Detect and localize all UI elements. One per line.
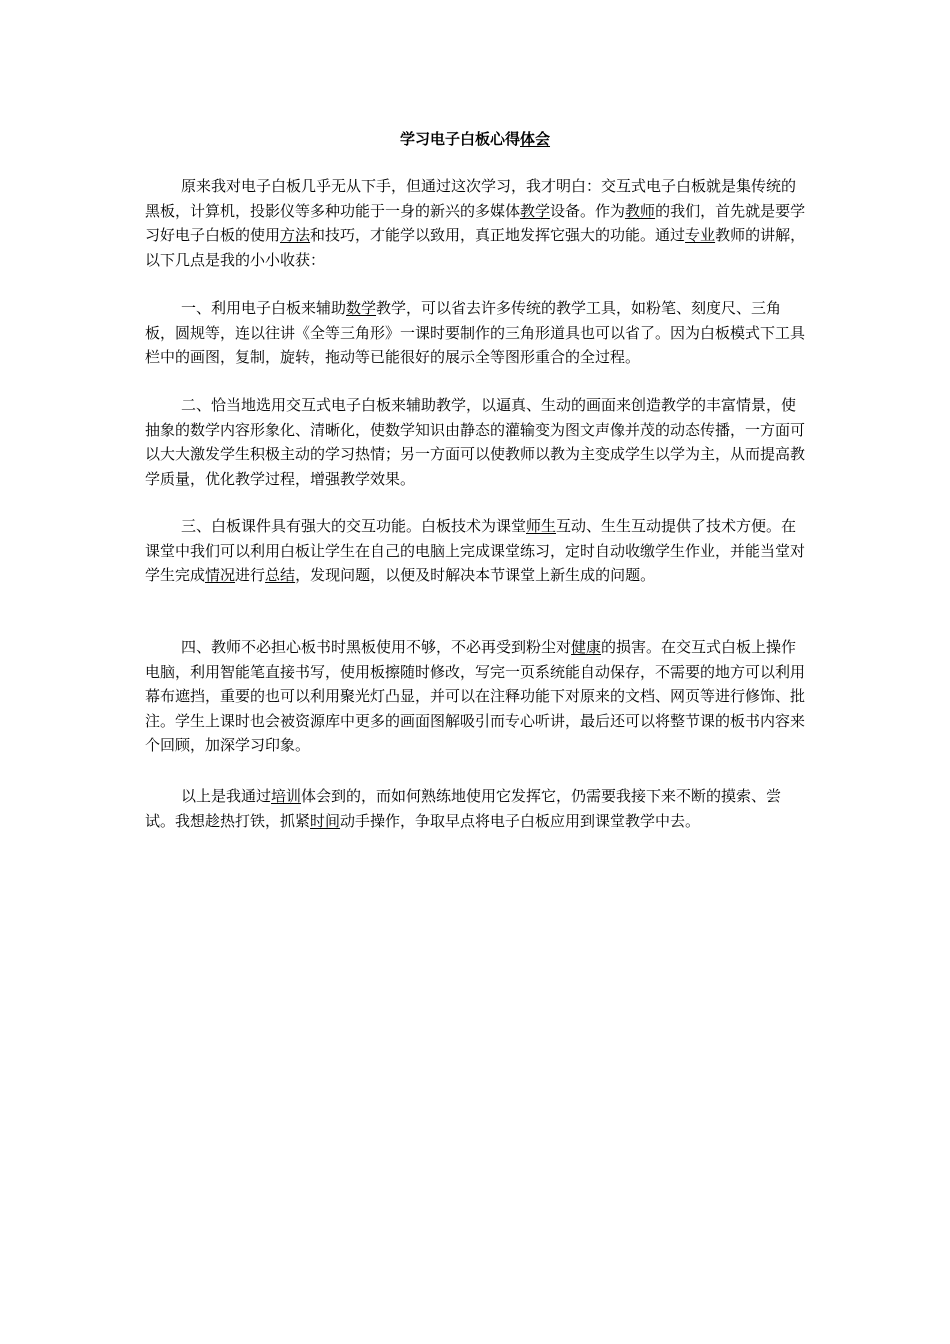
- inline-link[interactable]: 情况: [205, 566, 236, 585]
- inline-link[interactable]: 师生: [526, 517, 557, 535]
- paragraph-point-2: [145, 393, 810, 491]
- inline-link[interactable]: 教学: [520, 201, 551, 220]
- paragraph-text: 的我们，首先就是要学习好电子白板的使用: [145, 201, 806, 245]
- paragraph-text: 设备。作为: [550, 201, 626, 220]
- page-title: [0, 128, 950, 150]
- paragraph-text: 互动、生生互动提供了技术方便。在课堂中我们可以利用白板让学生在自己的电脑上完成课堂练习，定时自动收缴学生作业，并能当堂对学生完成: [145, 517, 806, 585]
- paragraph-intro: [145, 174, 810, 272]
- paragraph-text: 以上是我通过: [181, 787, 272, 805]
- paragraph-text: ，发现问题，以便及时解决本节课堂上新生成的问题。: [295, 566, 656, 585]
- paragraph-text: 体会到的，而如何熟练地使用它发挥它，仍需要我接下来不断的摸索、尝试。我想趁热打铁，抓紧: [145, 787, 782, 830]
- title-link[interactable]: 体会: [520, 130, 551, 148]
- paragraph-text: 四、教师不必担心板书时黑板使用不够，不必再受到粉尘对: [181, 638, 572, 656]
- paragraph-text: 的损害。在交互式白板上操作电脑，利用智能笔直接书写，使用板擦随时修改，写完一页系统能自动保存，不需要的地方可以利用幕布遮挡，重要的也可以利用聚光灯凸显，并可以在注释功能下对原来的文档、网页等进行修饰、批注。学生上课时也会被资源库中更多的画面图解吸引而专心听讲，最后还可以将整节课的板书内容来个回顾，加深学习印象。: [145, 638, 806, 755]
- paragraph-conclusion: [145, 784, 810, 833]
- inline-link[interactable]: 方法: [280, 226, 311, 245]
- paragraph-text: 和技巧，才能学以致用，真正地发挥它强大的功能。通过: [310, 226, 686, 245]
- paragraph-point-4: [145, 635, 810, 758]
- title-main: 学习电子白板心得: [399, 130, 520, 148]
- inline-link[interactable]: 培训: [271, 787, 302, 805]
- inline-link[interactable]: 健康: [571, 638, 602, 656]
- paragraph-text: 二、恰当地选用交互式电子白板来辅助教学，以逼真、生动的画面来创造教学的丰富情景，使抽象的数学内容形象化、清晰化，使数学知识由静态的灌输变为图文声像并茂的动态传播，一方面可以大大激发学生积极主动的学习热情；另一方面可以使教师以教为主变成学生以学为主，从而提高教学质量，优化教学过程，增强教学效果。: [145, 396, 806, 488]
- inline-link[interactable]: 总结: [265, 566, 296, 585]
- paragraph-text: 教学，可以省去许多传统的教学工具，如粉笔、刻度尺、三角板，圆规等，连以往讲《全等三角形》一课时要制作的三角形道具也可以省了。因为白板模式下工具栏中的画图，复制，旋转，拖动等已能很好的展示全等图形重合的全过程。: [145, 299, 806, 367]
- paragraph-point-1: [145, 296, 810, 370]
- paragraph-point-3: [145, 514, 810, 588]
- inline-link[interactable]: 专业: [685, 226, 716, 245]
- inline-link[interactable]: 时间: [310, 811, 341, 830]
- paragraph-text: 一、利用电子白板来辅助: [181, 299, 347, 317]
- paragraph-text: 原来我对电子白板几乎无从下手，但通过这次学习，我才明白：交互式电子白板就是集传统的黑板，计算机，投影仪等多种功能于一身的新兴的多媒体: [145, 177, 797, 220]
- paragraph-text: 动手操作，争取早点将电子白板应用到课堂教学中去。: [340, 811, 701, 830]
- paragraph-text: 教师的讲解，以下几点是我的小小收获：: [145, 226, 806, 269]
- inline-link[interactable]: 数学: [346, 299, 377, 317]
- inline-link[interactable]: 教师: [625, 201, 656, 220]
- paragraph-text: 进行: [235, 566, 266, 585]
- paragraph-text: 三、白板课件具有强大的交互功能。白板技术为课堂: [181, 517, 527, 535]
